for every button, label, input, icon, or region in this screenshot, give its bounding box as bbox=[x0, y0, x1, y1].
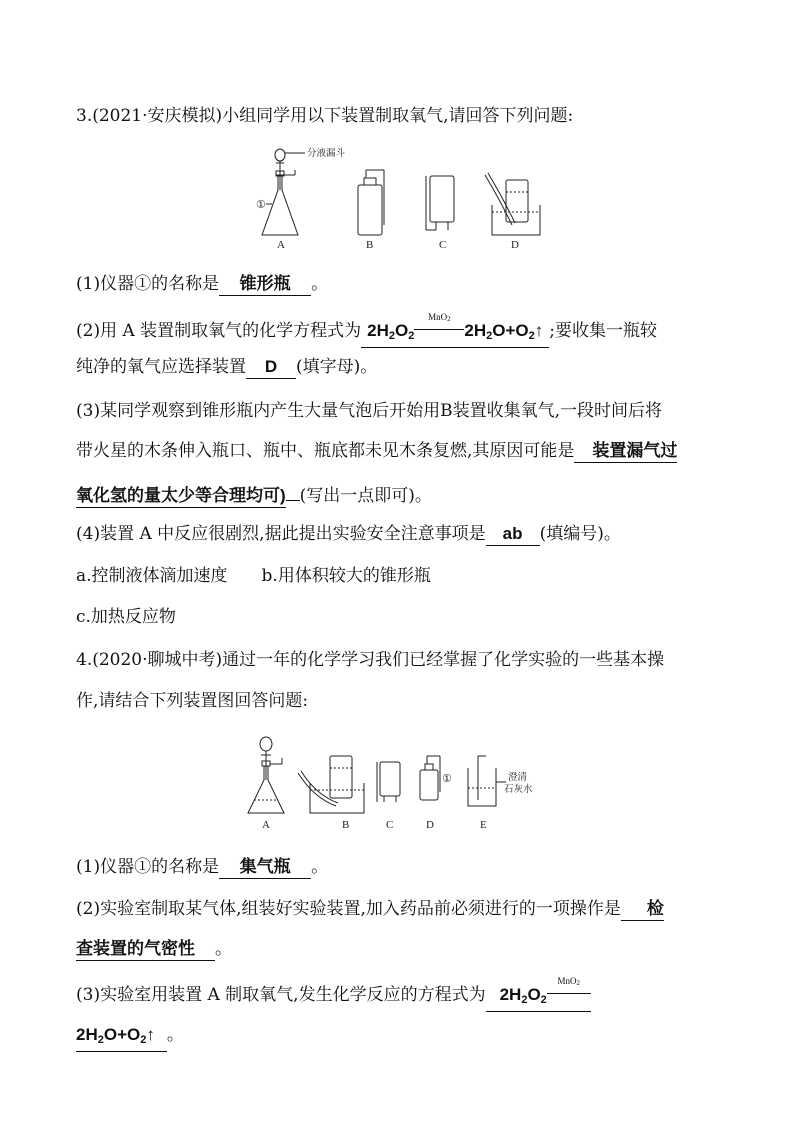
q4-marker-1: ① bbox=[442, 773, 452, 785]
q4-label-b: B bbox=[342, 819, 350, 831]
q3-p1-answer: 锥形瓶 bbox=[219, 273, 311, 296]
q3-options-ab bbox=[76, 564, 431, 588]
funnel-label: 分液漏斗 bbox=[307, 148, 346, 159]
q3-p2-mid: ;要收集一瓶较 bbox=[549, 321, 657, 341]
lime-water-label-1: 澄清 bbox=[508, 772, 528, 783]
q3-p1-end: 。 bbox=[311, 274, 329, 294]
q4-p3-equation-a: $2H_2O_2$ MnO$_2$ bbox=[486, 984, 591, 1012]
q4-p3-line2: $2H_2O+O_2↑$ 。 bbox=[76, 1023, 184, 1052]
bottle-b bbox=[358, 185, 382, 235]
q4-p3-equation-b: $2H_2O+O_2↑$ bbox=[76, 1024, 167, 1052]
q3-p2 bbox=[76, 312, 657, 348]
q3-p2-line2: 纯净的氧气应选择装置 D (填字母)。 bbox=[76, 357, 378, 377]
q4-p3-line1: (3)实验室用装置 A 制取氧气,发生化学反应的方程式为 $2H_2O_2$ MnO$_2$ bbox=[76, 983, 591, 1012]
q3-p3-line3: 氧化氢的量太少等合理均可) (写出一点即可)。 bbox=[76, 480, 432, 508]
q4-p2-line1: (2)实验室制取某气体,组装好实验装置,加入药品前必须进行的一项操作是 检 bbox=[76, 899, 664, 919]
q4-label-e: E bbox=[480, 819, 487, 831]
bottle-c bbox=[430, 176, 454, 222]
q4-p1-answer: 集气瓶 bbox=[219, 856, 311, 879]
q3-p3-line1: (3)某同学观察到锥形瓶内产生大量气泡后开始用B装置收集氧气,一段时间后将 bbox=[76, 401, 662, 421]
label-d: D bbox=[511, 239, 519, 251]
label-b: B bbox=[366, 239, 374, 251]
marker-1: ① bbox=[256, 199, 266, 211]
q4-label-d: D bbox=[426, 819, 434, 831]
lime-water-label-2: 石灰水 bbox=[504, 784, 533, 795]
q4-p2-answer-b: 查装置的气密性 bbox=[76, 938, 215, 961]
q3-p2-prompt: (2)用 A 装置制取氧气的化学方程式为 bbox=[76, 321, 362, 341]
label-c: C bbox=[439, 239, 447, 251]
q4-p2-line2: 查装置的气密性 。 bbox=[76, 939, 232, 959]
q3-apparatus-figure bbox=[250, 140, 550, 252]
q3-p1-prompt: (1)仪器①的名称是 bbox=[76, 274, 220, 294]
q4-p2-answer-a: 检 bbox=[621, 898, 664, 921]
q4-label-a: A bbox=[262, 819, 270, 831]
q3-p4-answer: ab bbox=[486, 523, 540, 546]
q3-p1 bbox=[76, 272, 328, 296]
q3-p2-equation: $2H_2O_2$ MnO$_2$ $2H_2O+O_2↑$ bbox=[361, 320, 549, 348]
q4-apparatus-figure bbox=[244, 728, 544, 834]
q3-p2-answer2: D bbox=[246, 356, 296, 379]
q3-p3-line2: 带火星的木条伸入瓶口、瓶中、瓶底都未见木条复燃,其原因可能是 装置漏气过 bbox=[76, 441, 678, 461]
q4-title-line1: 4.(2020·聊城中考)通过一年的化学学习我们已经掌握了化学实验的一些基本操 bbox=[76, 650, 665, 670]
option-c: c.加热反应物 bbox=[76, 607, 176, 627]
option-b: b.用体积较大的锥形瓶 bbox=[261, 566, 431, 586]
q3-title: 3.(2021·安庆模拟)小组同学用以下装置制取氧气,请回答下列问题: bbox=[76, 106, 574, 126]
q4-label-c: C bbox=[386, 819, 394, 831]
q3-p3-answer-a: 装置漏气过 bbox=[574, 440, 677, 463]
water-trough-d bbox=[492, 205, 540, 235]
option-a: a.控制液体滴加速度 bbox=[76, 566, 228, 586]
label-a: A bbox=[277, 239, 285, 251]
q3-p4: (4)装置 A 中反应很剧烈,据此提出实验安全注意事项是 ab (填编号)。 bbox=[76, 524, 621, 544]
q3-p3-answer-b: 氧化氢的量太少等合理均可) bbox=[76, 485, 286, 508]
q4-p1: (1)仪器①的名称是 集气瓶 。 bbox=[76, 857, 329, 877]
q4-title-line2: 作,请结合下列装置图回答问题: bbox=[76, 691, 309, 711]
